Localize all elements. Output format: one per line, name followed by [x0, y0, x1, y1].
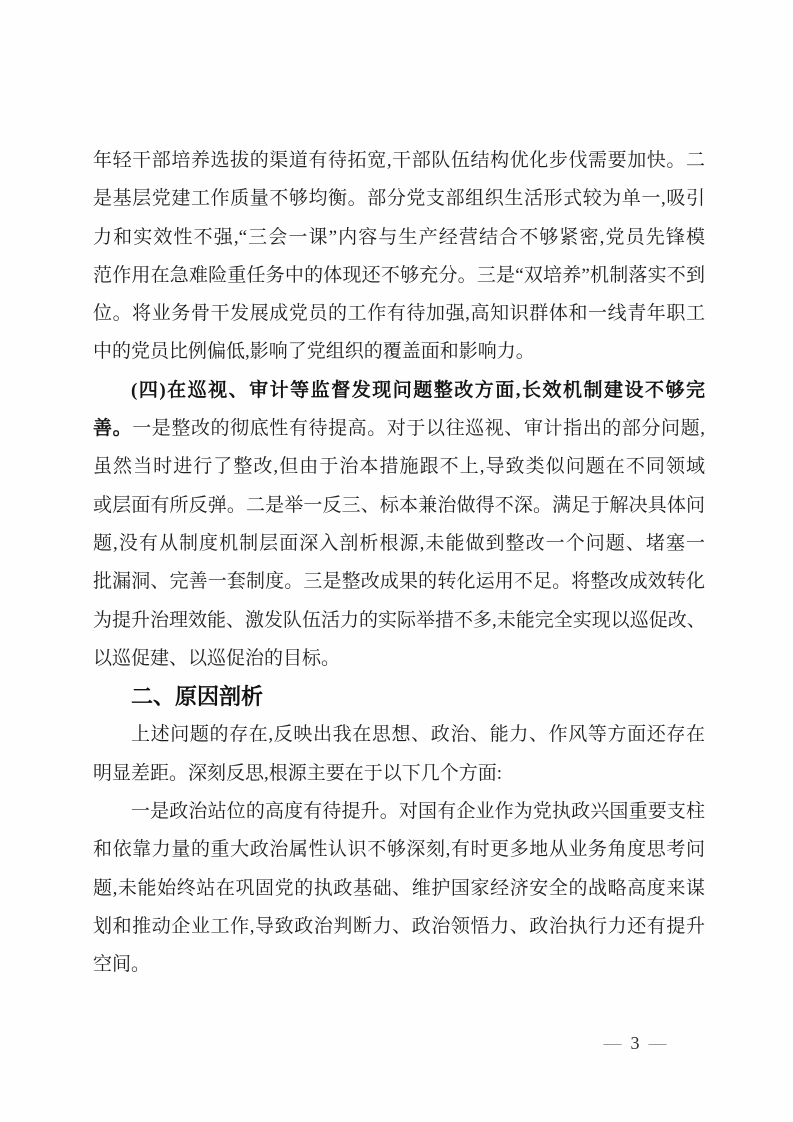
document-line — [93, 410, 705, 448]
document-line: 明显差距。深刻反思,根源主要在于以下几个方面: — [93, 762, 503, 784]
document-line: 力和实效性不强,“三会一课”内容与生产经营结合不够紧密,党员先锋模 — [93, 226, 705, 248]
document-line: 为提升治理效能、激发队伍活力的实际举措不多,未能完全实现以巡促改、 — [93, 609, 706, 631]
document-line: 和依靠力量的重大政治属性认识不够深刻,有时更多地从业务角度思考问 — [93, 839, 705, 861]
document-line: 空间。 — [93, 954, 151, 976]
section-heading: 二、原因剖析 — [131, 684, 264, 710]
document-line: 题,未能始终站在巩固党的执政基础、维护国家经济安全的战略高度来谋 — [93, 877, 705, 899]
document-line: 或层面有所反弹。二是举一反三、标本兼治做得不深。满足于解决具体问 — [93, 494, 705, 516]
page-number-right-dash: — — [648, 1033, 667, 1053]
document-line: 虽然当时进行了整改,但由于治本措施跟不上,导致类似问题在不同领域 — [93, 456, 705, 478]
document-line: 年轻干部培养选拔的渠道有待拓宽,干部队伍结构优化步伐需要加快。二 — [93, 150, 705, 171]
page-number-left-dash: — — [603, 1033, 622, 1053]
document-line-text: 一是整改的彻底性有待提高。对于以往巡视、审计指出的部分问题, — [132, 418, 705, 440]
document-body — [93, 142, 705, 985]
document-line: 位。将业务骨干发展成党员的工作有待加强,高知识群体和一线青年职工 — [93, 303, 705, 325]
subsection-heading-tail: 善。 — [93, 418, 133, 440]
document-line: 划和推动企业工作,导致政治判断力、政治领悟力、政治执行力还有提升 — [93, 915, 705, 937]
document-line: 中的党员比例偏低,影响了党组织的覆盖面和影响力。 — [93, 341, 535, 363]
document-line: 是基层党建工作质量不够均衡。部分党支部组织生活形式较为单一,吸引 — [93, 188, 705, 210]
subsection-heading-line: (四)在巡视、审计等监督发现问题整改方面,长效机制建设不够完 — [131, 379, 705, 401]
document-line: 以巡促建、以巡促治的目标。 — [93, 647, 341, 669]
document-line: 上述问题的存在,反映出我在思想、政治、能力、作风等方面还存在 — [131, 724, 705, 746]
document-line: 范作用在急难险重任务中的体现还不够充分。三是“双培养”机制落实不到 — [93, 264, 705, 286]
page-number-value: 3 — [630, 1033, 640, 1053]
document-line: 题,没有从制度机制层面深入剖析根源,未能做到整改一个问题、堵塞一 — [93, 532, 705, 554]
document-line: 批漏洞、完善一套制度。三是整改成果的转化运用不足。将整改成效转化 — [93, 571, 705, 593]
document-line: 一是政治站位的高度有待提升。对国有企业作为党执政兴国重要支柱 — [131, 801, 705, 823]
page-number — [596, 1031, 674, 1055]
